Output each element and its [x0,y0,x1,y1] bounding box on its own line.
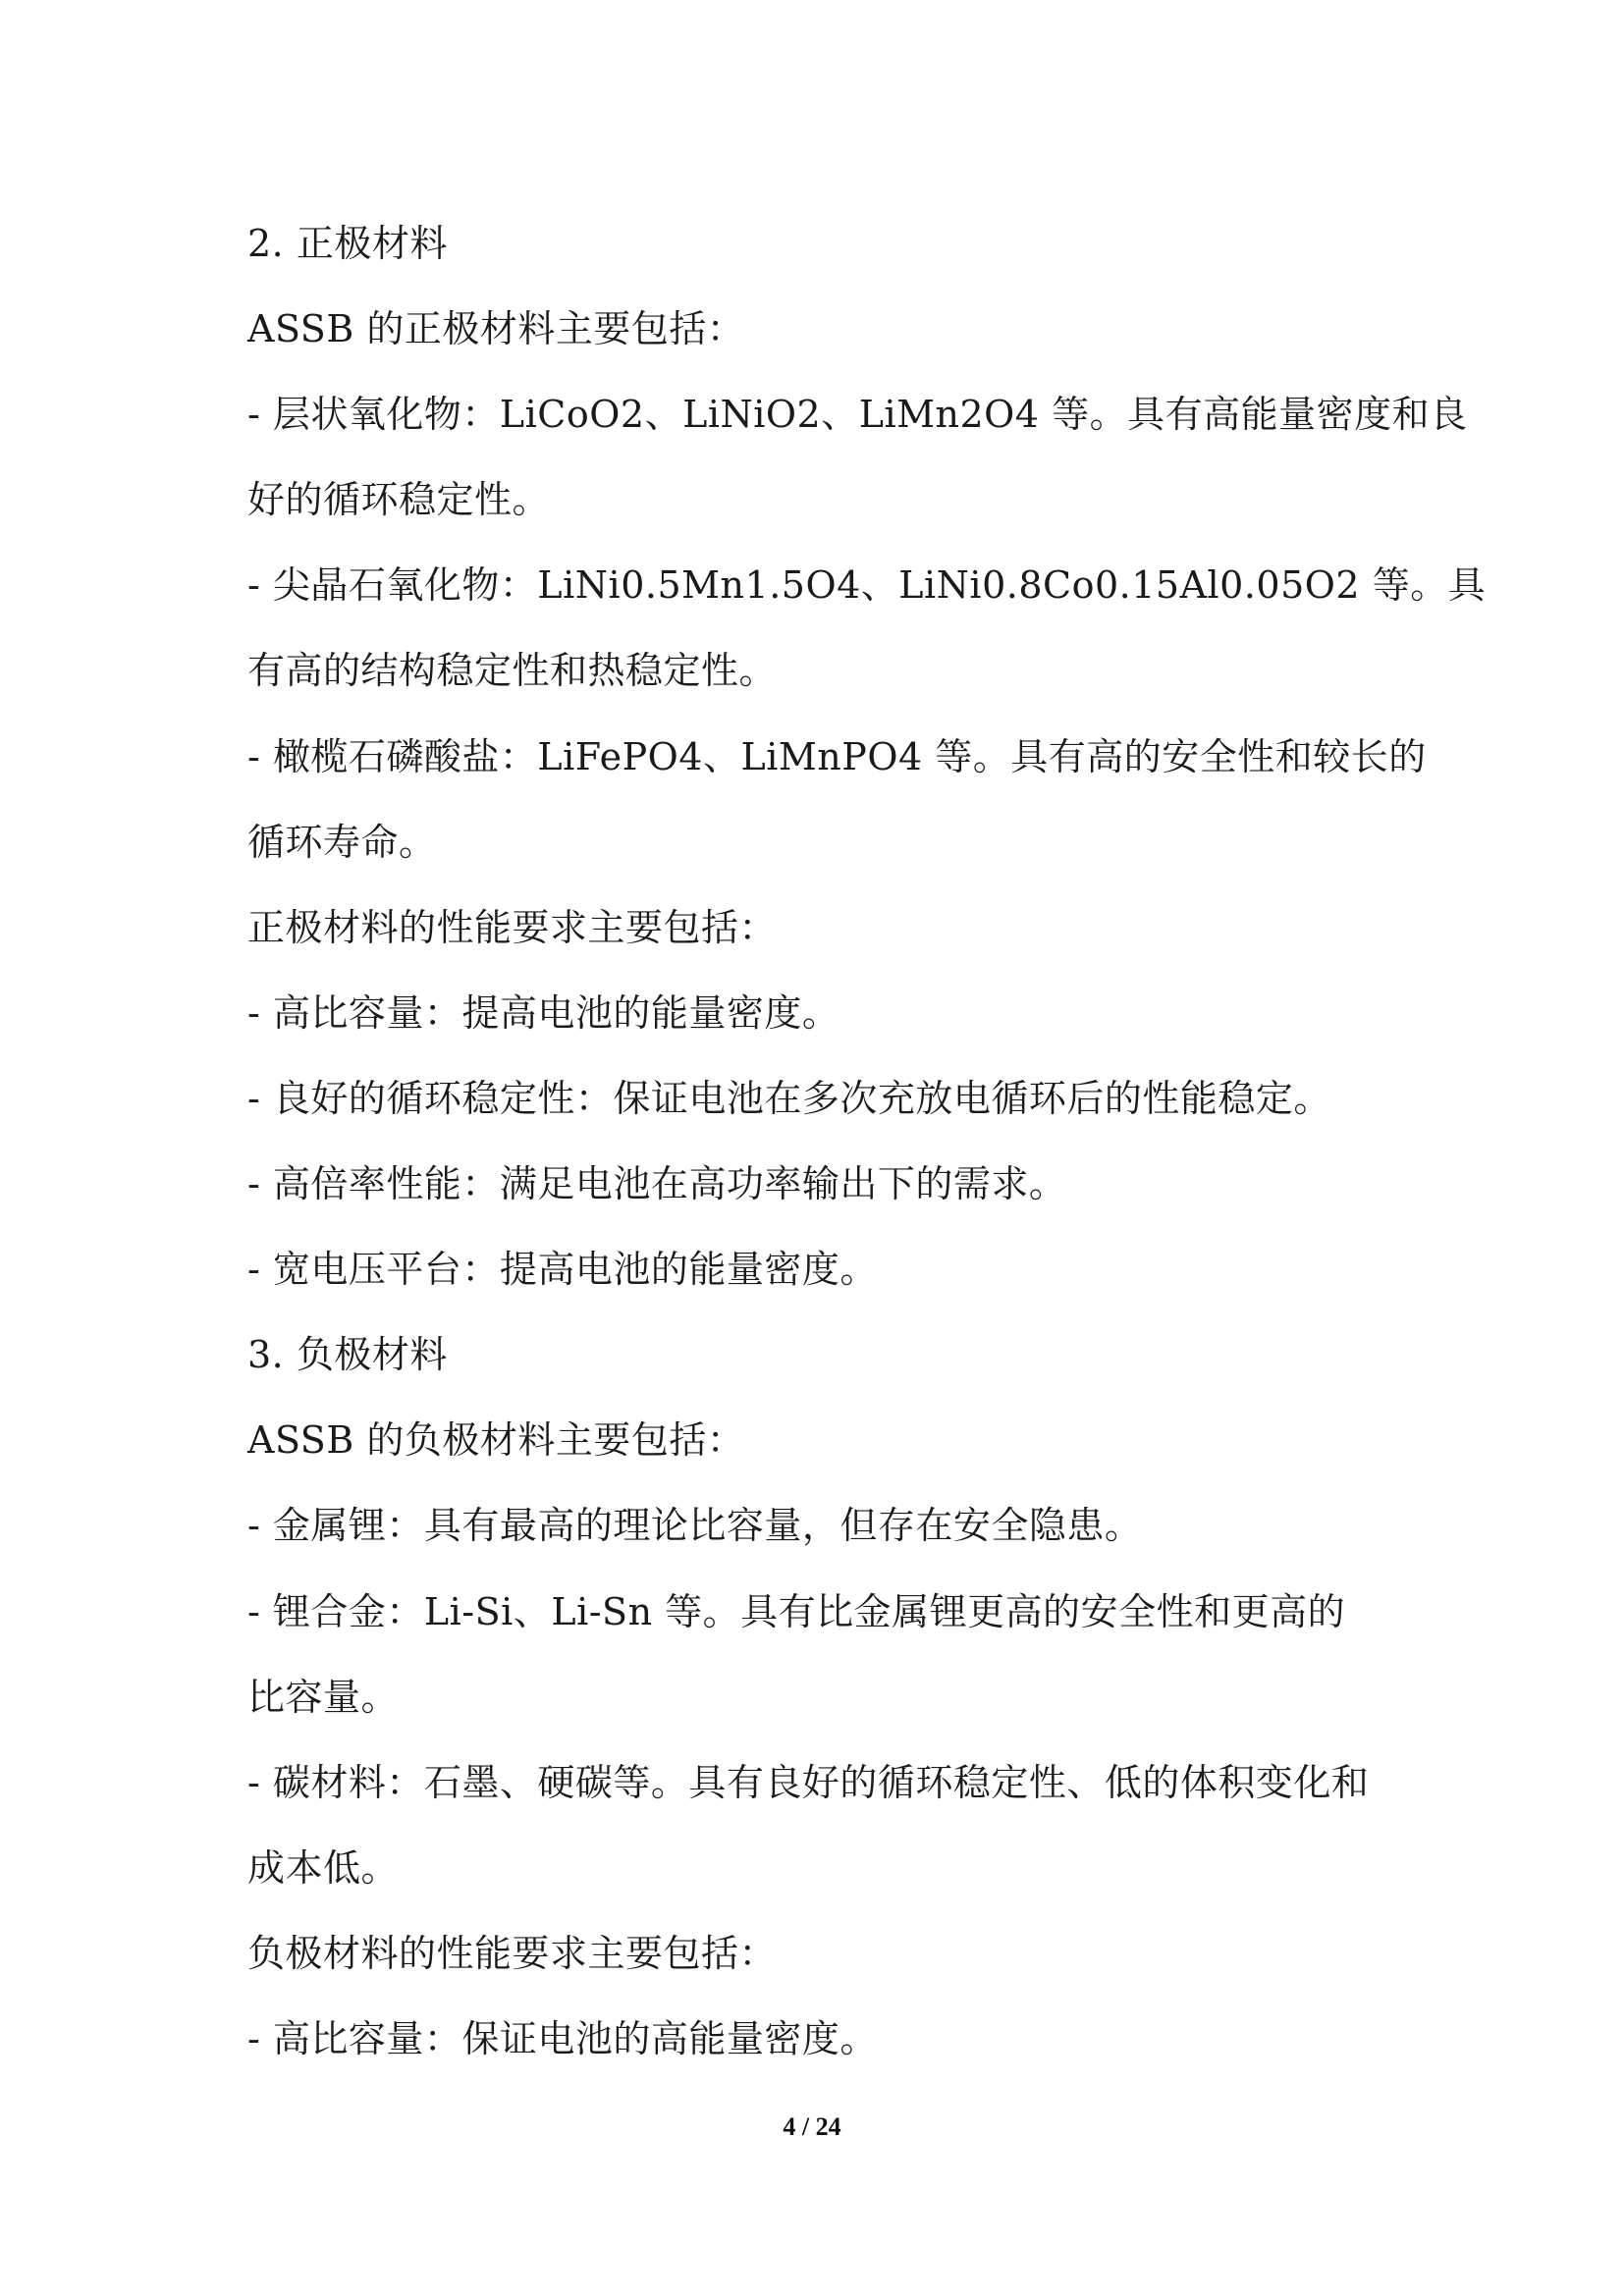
list-item-line: - 碳材料：石墨、硬碳等。具有良好的循环稳定性、低的体积变化和 [247,1760,1370,1804]
section-heading-cathode: 2. 正极材料 [247,222,448,265]
list-item-line: - 锂合金：Li-Si、Li-Sn 等。具有比金属锂更高的安全性和更高的 [247,1589,1346,1633]
list-item-line: - 尖晶石氧化物：LiNi0.5Mn1.5O4、LiNi0.8Co0.15Al0.05O2 等。具 [247,563,1487,608]
list-item-line: - 宽电压平台：提高电池的能量密度。 [247,1248,878,1292]
list-item-line: - 高比容量：保证电池的高能量密度。 [247,2016,878,2060]
list-item-continuation: 比容量。 [247,1675,400,1719]
list-item-continuation: 好的循环稳定性。 [247,478,551,522]
list-item-line: - 高倍率性能：满足电池在高功率输出下的需求。 [247,1162,1067,1206]
paragraph-line: 正极材料的性能要求主要包括： [247,905,778,949]
section-heading-anode: 3. 负极材料 [247,1333,448,1377]
page-number: 4 / 24 [783,2112,841,2141]
list-item-line: - 良好的循环稳定性：保证电池在多次充放电循环后的性能稳定。 [247,1076,1331,1120]
list-item-line: - 金属锂：具有最高的理论比容量，但存在安全隐患。 [247,1504,1143,1548]
list-item-line: - 层状氧化物：LiCoO2、LiNiO2、LiMn2O4 等。具有高能量密度和良 [247,393,1468,437]
list-item-continuation: 成本低。 [247,1845,400,1890]
paragraph-line: ASSB 的负极材料主要包括： [247,1418,745,1463]
paragraph-line: 负极材料的性能要求主要包括： [247,1931,778,1975]
body-text [247,201,1487,2082]
list-item-line: - 橄榄石磷酸盐：LiFePO4、LiMnPO4 等。具有高的安全性和较长的 [247,734,1427,778]
paragraph-line: ASSB 的正极材料主要包括： [247,307,745,351]
list-item-continuation: 循环寿命。 [247,820,437,864]
list-item-continuation: 有高的结构稳定性和热稳定性。 [247,649,778,693]
list-item-line: - 高比容量：提高电池的能量密度。 [247,990,840,1035]
